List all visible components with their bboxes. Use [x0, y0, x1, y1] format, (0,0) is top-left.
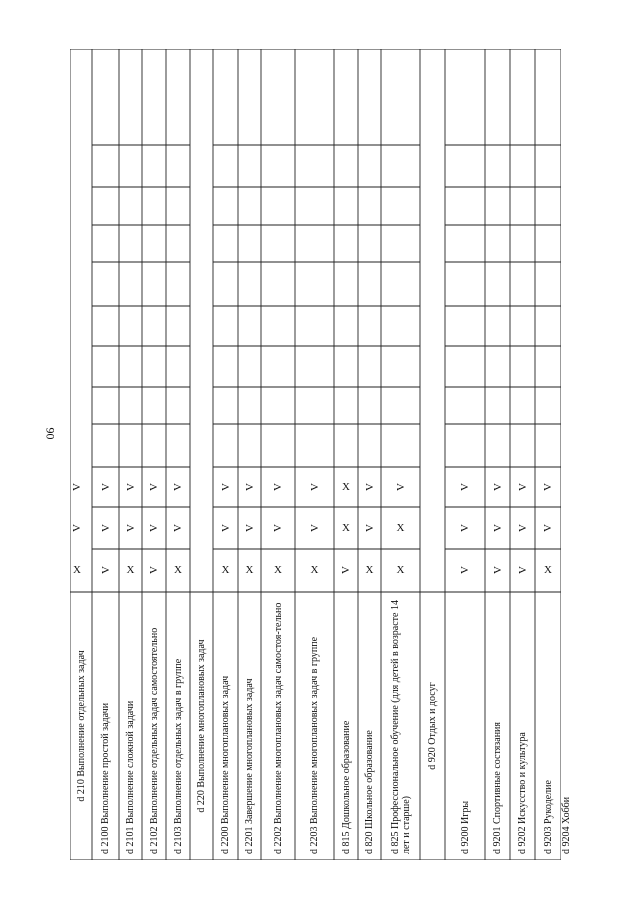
cross-mark-x: X [396, 522, 405, 534]
activity-code: d 9204 [561, 826, 572, 854]
activity-name: Хобби [561, 796, 572, 824]
check-mark-v: V [71, 524, 83, 532]
check-mark-v: V [459, 524, 471, 532]
activity-code: d 2202 [272, 826, 284, 854]
activity-code: d 9201 [492, 826, 503, 854]
cross-mark-x: X [342, 522, 350, 534]
activity-label-cell [334, 594, 358, 858]
check-mark-v: V [363, 524, 376, 532]
activity-code: d 920 [427, 747, 438, 770]
activity-name: Выполнение отдельных задач самостоятельно [148, 627, 160, 824]
activity-name: Выполнение многоплановых задач [220, 675, 231, 824]
check-mark-v: V [148, 566, 160, 574]
activity-label-cell [358, 594, 381, 858]
activity-name: Выполнение многоплановых задач [196, 639, 207, 788]
activity-code: d 2102 [148, 826, 160, 854]
activity-code: d 220 [196, 790, 207, 813]
cross-mark-x: X [310, 564, 319, 576]
activity-code: d 815 [340, 831, 352, 854]
check-mark-v: V [219, 483, 232, 491]
section-header-cell [70, 594, 92, 858]
cross-mark-x: X [396, 564, 405, 576]
activity-name: Школьное образование [364, 730, 375, 829]
check-mark-v: V [516, 483, 529, 491]
check-mark-v: V [219, 524, 232, 532]
cross-mark-x: X [73, 564, 81, 576]
check-mark-v: V [394, 483, 407, 491]
check-mark-v: V [172, 524, 184, 532]
activity-code: d 2201 [244, 826, 255, 854]
check-mark-v: V [308, 524, 321, 532]
cross-mark-x: X [274, 564, 282, 576]
section-header-cell [420, 594, 445, 858]
check-mark-v: V [491, 483, 504, 491]
check-mark-v: V [363, 483, 376, 491]
activity-name: Искусство и культура [517, 732, 528, 824]
check-mark-v: V [243, 524, 256, 532]
activity-name: Выполнение сложной задачи [125, 700, 136, 824]
check-mark-v: V [124, 483, 137, 491]
activity-label-cell [238, 594, 261, 858]
activity-name: Выполнение многоплановых задач самостоя-тельно [272, 602, 284, 824]
check-mark-v: V [99, 483, 112, 491]
activity-name: Рукоделие [542, 780, 554, 824]
rotated-table [70, 49, 572, 860]
check-mark-v: V [71, 483, 83, 491]
activity-label-cell [381, 594, 420, 858]
activity-code: d 210 [75, 779, 87, 802]
activity-label-cell [261, 594, 295, 858]
activity-name: Выполнение многоплановых задач в группе [309, 636, 320, 824]
activity-code: d 2203 [309, 826, 320, 854]
activity-code: d 2200 [220, 826, 231, 854]
check-mark-v: V [542, 483, 554, 491]
cross-mark-x: X [126, 564, 135, 576]
check-mark-v: V [243, 483, 256, 491]
activity-name: Игры [459, 800, 471, 824]
check-mark-v: V [516, 524, 529, 532]
activity-label-cell [535, 594, 561, 858]
check-mark-v: V [516, 566, 529, 574]
activity-name: Выполнение отдельных задач в группе [172, 658, 184, 824]
activity-name: Выполнение отдельных задач [75, 650, 87, 777]
check-mark-v: V [148, 524, 160, 532]
cross-mark-x: X [544, 564, 552, 576]
activity-name: Спортивные состязания [492, 722, 503, 824]
activity-name: Дошкольное образование [340, 720, 352, 829]
check-mark-v: V [99, 524, 112, 532]
activity-code: d 825 [389, 831, 401, 854]
check-mark-v: V [172, 483, 184, 491]
check-mark-v: V [542, 524, 554, 532]
activity-label-cell [142, 594, 166, 858]
check-mark-v: V [491, 566, 504, 574]
cross-mark-x: X [342, 481, 350, 493]
cross-mark-x: X [174, 564, 182, 576]
activity-label-cell [213, 594, 238, 858]
cross-mark-x: X [221, 564, 230, 576]
activity-label-cell [445, 594, 485, 858]
activity-code: d 9202 [517, 826, 528, 854]
activity-code: d 820 [364, 831, 375, 854]
activity-name: Профессиональное обучение (для детей в возрасте 14 лет и старше) [389, 600, 412, 854]
check-mark-v: V [272, 524, 284, 532]
check-mark-v: V [459, 566, 471, 574]
activity-label-cell [510, 594, 535, 858]
activity-code: d 9203 [542, 826, 554, 854]
activity-label-cell [119, 594, 142, 858]
activity-label-cell [561, 594, 572, 858]
section-header-cell [190, 594, 213, 858]
check-mark-v: V [459, 483, 471, 491]
check-mark-v: V [148, 483, 160, 491]
check-mark-v: V [99, 566, 112, 574]
activity-code: d 2101 [125, 826, 136, 854]
activity-code: d 9200 [459, 826, 471, 854]
activity-label-cell [166, 594, 190, 858]
check-mark-v: V [308, 483, 321, 491]
activity-label-cell [295, 594, 334, 858]
cross-mark-x: X [365, 564, 374, 576]
activity-name: Выполнение простой задачи [100, 702, 111, 824]
activity-label-cell [485, 594, 510, 858]
activity-code: d 2103 [172, 826, 184, 854]
cross-mark-x: X [245, 564, 254, 576]
check-mark-v: V [491, 524, 504, 532]
check-mark-v: V [272, 483, 284, 491]
page-number: 90 [43, 427, 58, 440]
check-mark-v: V [124, 524, 137, 532]
activity-label-cell [92, 594, 119, 858]
activity-name: Завершение многоплановых задач [244, 678, 255, 824]
activity-code: d 2100 [100, 826, 111, 854]
activity-name: Отдых и досуг [427, 682, 438, 745]
check-mark-v: V [340, 566, 352, 574]
